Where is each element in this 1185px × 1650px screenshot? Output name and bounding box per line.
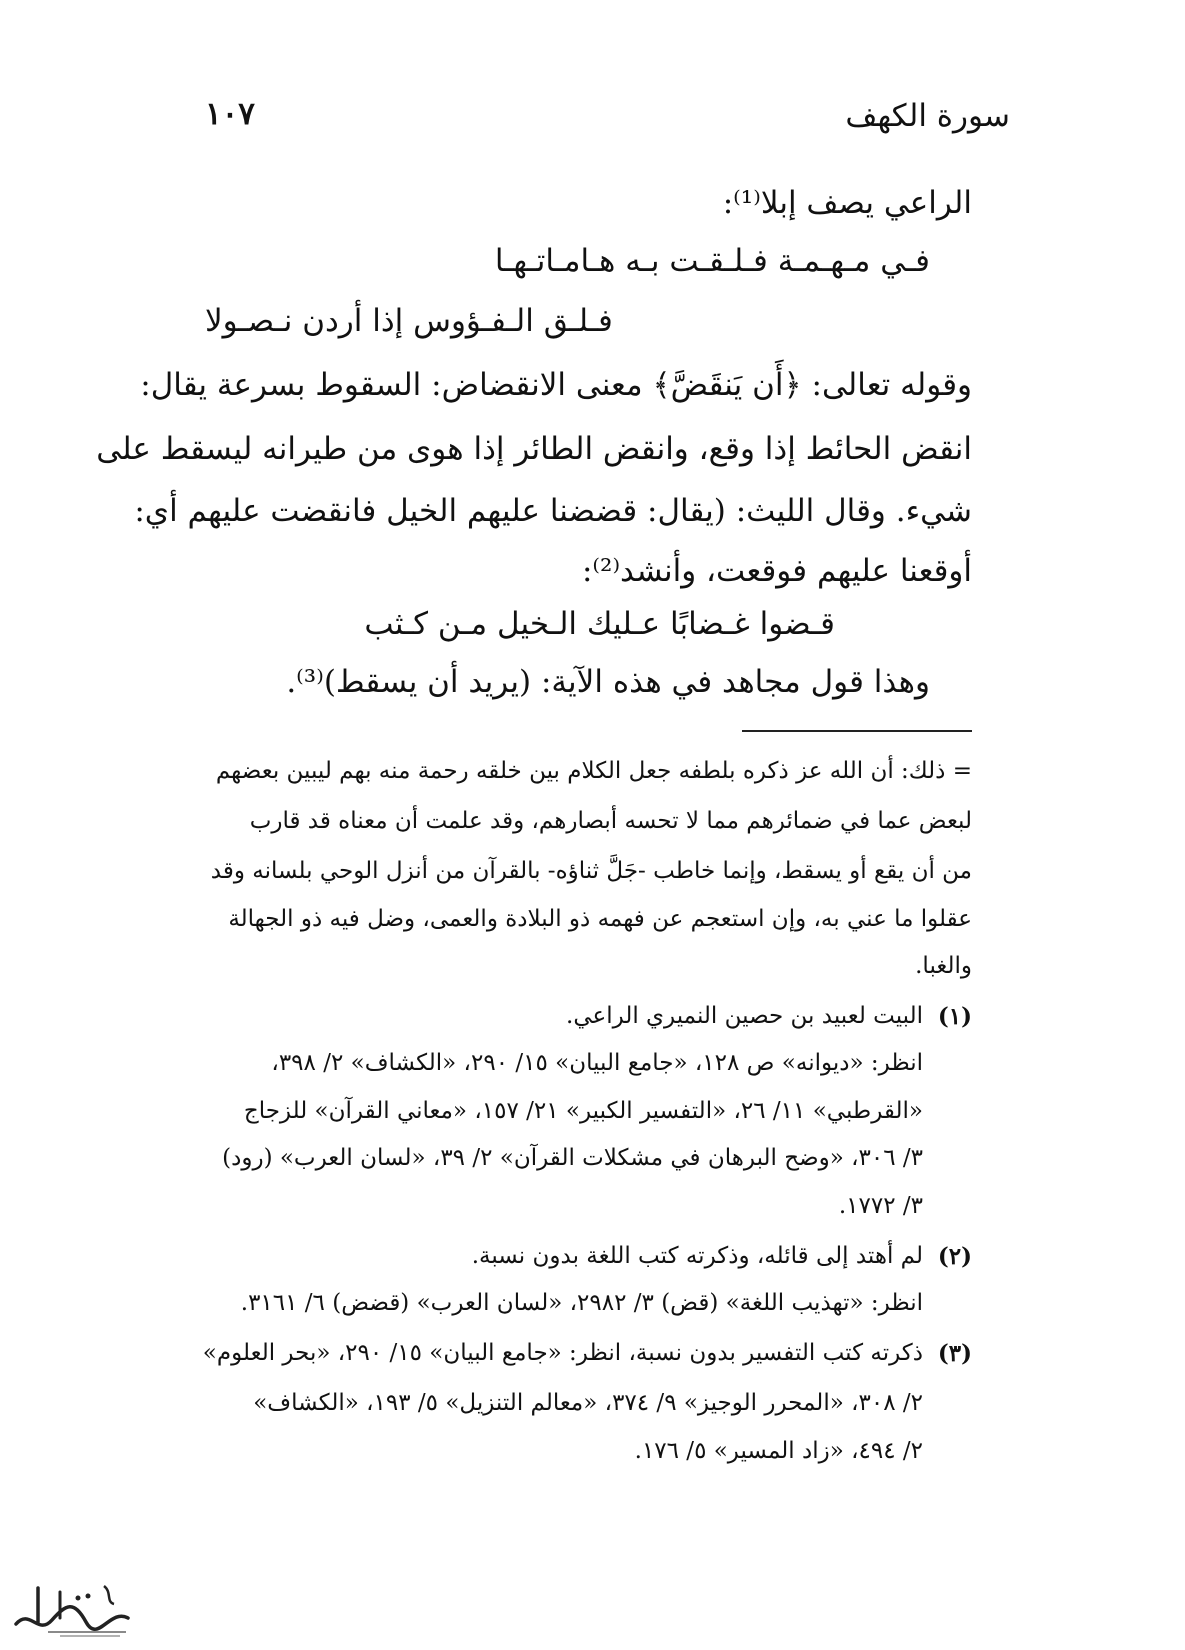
body-line-1: وقوله تعالى: ﴿أَن يَنقَضَّ﴾ معنى الانقضاض: السقوط بسرعة يقال: <box>140 367 972 403</box>
footnote-1-line: ٣/ ١٧٧٢. <box>838 1193 923 1219</box>
footnote-continuation-line: من أن يقع أو يسقط، وإنما خاطب -جَلَّ ثناؤه- بالقرآن من أنزل الوحي بلسانه وقد <box>210 858 972 884</box>
footnote-number-1: (١) <box>937 1003 972 1030</box>
verse-2: قـضوا غـضابًا عـليك الـخيل مـن كـثب <box>364 606 835 642</box>
body-line-4: أوقعنا عليهم فوقعت، وأنشد⁽²⁾: <box>581 553 972 589</box>
footnote-continuation-line: عقلوا ما عني به، وإن استعجم عن فهمه ذو البلادة والعمى، وضل فيه ذو الجهالة <box>228 906 972 932</box>
calligraphy-logo <box>8 1578 138 1640</box>
footnote-continuation-line: لبعض عما في ضمائرهم مما لا تحسه أبصارهم، وقد علمت أن معناه قد قارب <box>249 808 972 834</box>
footnote-1-line: ٣/ ٣٠٦، «وضح البرهان في مشكلات القرآن» ٢/ ٣٩، «لسان العرب» (رود) <box>222 1145 923 1171</box>
footnote-separator <box>742 730 972 732</box>
closing-line: وهذا قول مجاهد في هذه الآية: (يريد أن يسقط)⁽³⁾. <box>286 664 930 700</box>
footnote-3-line: ٢/ ٤٩٤، «زاد المسير» ٥/ ١٧٦. <box>634 1438 923 1464</box>
footnote-2-line: لم أهتد إلى قائله، وذكرته كتب اللغة بدون نسبة. <box>471 1243 923 1269</box>
verse-1-second-hemistich: فـلـق الـفـؤوس إذا أردن نـصـولا <box>205 303 613 339</box>
intro-line: الراعي يصف إبلا⁽¹⁾: <box>722 185 972 221</box>
footnote-2-line: انظر: «تهذيب اللغة» (قض) ٣/ ٢٩٨٢، «لسان العرب» (قضض) ٦/ ٣١٦١. <box>240 1290 923 1316</box>
footnote-continuation-line: = ذلك: أن الله عز ذكره بلطفه جعل الكلام بين خلقه رحمة منه بهم ليبين بعضهم <box>215 758 972 784</box>
body-line-2: انقض الحائط إذا وقع، وانقض الطائر إذا هوى من طيرانه ليسقط على <box>96 431 972 467</box>
footnote-number-2: (٢) <box>937 1243 972 1270</box>
footnote-3-line: ذكرته كتب التفسير بدون نسبة، انظر: «جامع البيان» ١٥/ ٢٩٠، «بحر العلوم» <box>202 1340 923 1366</box>
footnote-number-3: (٣) <box>937 1340 972 1367</box>
footnote-continuation-line: والغبا. <box>915 953 972 979</box>
page-number: ١٠٧ <box>205 96 255 132</box>
body-line-3: شيء. وقال الليث: (يقال: قضضنا عليهم الخيل فانقضت عليهم أي: <box>134 493 972 529</box>
footnote-1-line: «القرطبي» ١١/ ٢٦، «التفسير الكبير» ٢١/ ١٥٧، «معاني القرآن» للزجاج <box>243 1098 923 1124</box>
surah-title: سورة الكهف <box>845 98 1010 134</box>
footnote-1-line: البيت لعبيد بن حصين النميري الراعي. <box>566 1003 923 1029</box>
footnote-3-line: ٢/ ٣٠٨، «المحرر الوجيز» ٩/ ٣٧٤، «معالم التنزيل» ٥/ ١٩٣، «الكشاف» <box>253 1390 923 1416</box>
verse-1-first-hemistich: فـي مـهـمـة فـلـقـت بـه هـامـاتـهـا <box>494 243 930 279</box>
footnote-1-line: انظر: «ديوانه» ص ١٢٨، «جامع البيان» ١٥/ ٢٩٠، «الكشاف» ٢/ ٣٩٨، <box>271 1050 923 1076</box>
